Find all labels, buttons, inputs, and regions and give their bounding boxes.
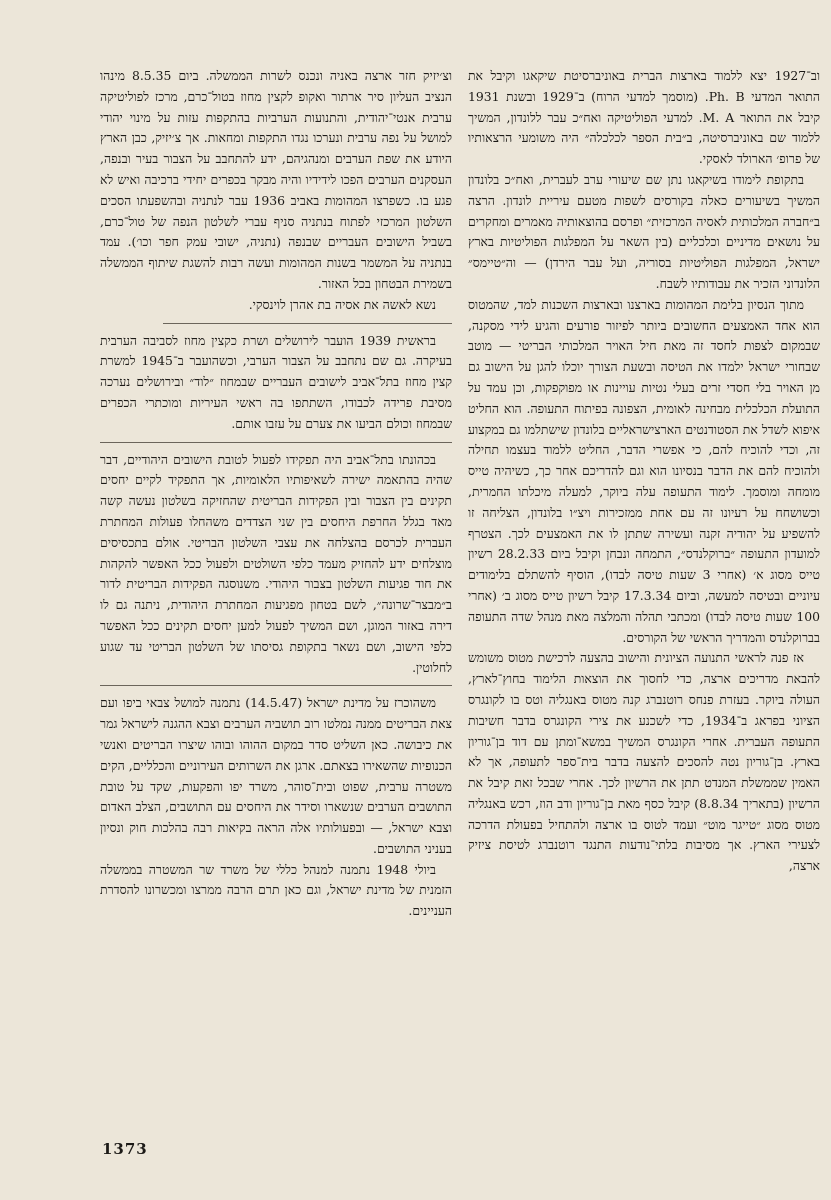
right-column	[468, 66, 820, 877]
section-divider	[100, 442, 452, 443]
paragraph: מתוך הנסיון בלימת המהומות בארצנו ובארצות השכנות למד, שהמטוס הוא אחד האמצעים החשובים ביותר לפיזור פורעים והגיע לידי מסקנה, שבמקום לצפות לחסד זה מאת חיל האויר המלכותי הבריטי — מוטב שבחורי ישראל ילמדו את הטיסה ובשעת הצורך יוכלו להגן על הישוב גם מן האויר בלי חסדי זרים בעלי נטיות עויינות או מפוקפקות, וכן עמד על התועלת הכלכלית מבחינה לאומית, הצפונה בפיתוח התעופה. הוא החליט איפוא לשדל את הסטודנטים הארצישראליים בלונדון שישתלמו גם במקצוע זה, וכדי להוכיח להם, כי אפשרי הדבר, החליט ללמוד בעצמו תחילה ולהוכיח להם את הדבר בנסיונו הוא וגם להדריכם אחר כך, כשיהיה טייס מומחה ומוסמך. לימוד התעופה עלה ביוקר, למעלה מיכלתו החמרית, וכשושחח על רעיונו זה עם אחת ממזכירות ויצ״ו בלונדון, הצליחה זו להשפיע על יהודיה זקנה ועשירה שתתן לו את האמצעים לכך. הצטרף למועדון התעופה ״ברוקלנדס״, התמחה ונבחן וקיבל ביום 28.2.33 רשיון טייס מסוג א׳ (אחרי 3 שעות טיסה לבדו), הוסיף להשתלם בלימודים עיוניים ובטיסה למעשה, וביום 17.3.34 קיבל רשיון טייס מסוג ב׳ (אחרי 100 שעות טיסה לבדו) ומכתבי תהלה והמלצה מאת מנהל שדה התעופה בברוקלנדס והמדריך הראשי של הקורסים.	[468, 296, 821, 645]
section-divider	[100, 685, 452, 686]
paragraph: בכהונתו בתל־אביב היה תפקידו לפעול לטובת הישובים היהודיים, דבר שהיה בהתאמה ישירה לשאיפותיו הלאומיות, אך התפקיד לקיים יחסים תקינים בין הצבור ובין הפקידות הבריטית שהחזיקה בשלטון נעשה קשה מאד בגלל החרפת היחסים בין שני הצדדים משהחלו פעולות המחתרת העברית לכרסם בהצלחה את עצבי השלטון הבריטי. אולם בתכסיסים מוצלחים ידע להחזיק מעמד כלפי השולטים ולפעול ככל האפשר להקהות את חוד פגיעות השלטון בצבור היהודי. משנוסגה הפקידות הבריטית לדור ב״מבצר־שרונה״, לשם בטחון מפגיעות המחתרת היהודית, ניתנה גם לו דירה באזור המוגן, ושם המשיך לפעול למען יחסים תקינים ככל האפשר כלפי הישוב, ושם נשאר בתקופת גסיסתו של השלטון הבריטי עד שגוע לחלוטין.	[100, 451, 452, 675]
paragraph: בראשית 1939 הועבר לירושלים ושרת כקצין מחוז לסביבה הערבית בעיקרה. גם שם נתחבב על הצבור הערבי, וכשהועבר ב־1945 למשרת קצין מחוז בתל־אביב לישובים העבריים שבמחוז ״לוד״ ובירושלים נערכה מסיבת פרידה לכבודו, השתתפו בה ראשי העיריות ומוכתרי הכפרים שבמחוז וכולם הביעו את צערם על עזבו אותם.	[100, 332, 452, 431]
page-number: 1373	[102, 1140, 148, 1158]
paragraph: וצ׳יזיק חזר ארצה באניה ונכנס לשרות הממשלה. ביום 8.5.35 מינהו הנציב העליון סיר ארתור ואקופ לקצין מחוז בטול־כרם, מרכז לפוליטיקה ערבית אנטי־יהודית, והתנועות הערביות בהתקפות עזות על מינוי יהודי למושל על נפה ערבית ונערכו נגדו התקפות ומחאות. אך צ׳יזיק, כבן הארץ היודע את שפת הערבים ומנהגיהם, ידע להתחבב על הצבור בעיר ובנפה, העסקנים הערבים הפכו לידידיו והיה מבקר בכפרים יחידי ברכיבה ואיש לא פגע בו. כשפרצו המהומות באביב 1936 עבר לנתניה ובהשפעתו הסכים השלטון המרכזי לפתוח בנתניה סניף עברי לשלטון הנפה של טול־כרם, בשביל הישובים העבריים שבנפה (נתניה, ישובי עמק חפר וכו׳). עמד בנתניה על המשמר בשנות המהומות ועשה רבות להשגת שיתוף הממשלה בשמירת הבטחון בכל האזור.	[100, 68, 452, 291]
paragraph: אז פנה לראשי התנועה הציונית והישוב בהצעה לרכישת מטוס משומש להבאת מדריכים ארצה, כדי לחסוך את הוצאות הלימוד בחוץ־לארץ, העולה ביוקר. בעזרת פנחס רוטנברג קנה מטוס באנגליה וטס בו לקונגרס הציוני בפראג ב־1934, כדי לשכנע את צירי הקונגרס בדבר חשיבות התעופה העברית. אחרי הקונגרס המשיך במשא־ומתן עם דוד בן־גוריון בארץ. בן־גוריון נטה להסכים להצעה בדבר בית־ספר לתעופה, אך לא האמין שממשלת המנדט תתן את הרשיון לכך. אחרי שבכל זאת קיבל את הרשיון (בתאריך 8.8.34) קיבל כסף מאת בן־גוריון ודב הוז, רכש באנגליה מטוס מסוג ״טייגר מוט״ ועמד לטוס בו ארצה ולהתחיל בפעולת הדרכה לצעירי הארץ. אך מסיבות בלתי־נודעות התנגד רוטנברג לטיסת ציזיק ארצה,	[468, 650, 821, 874]
section-divider	[163, 323, 452, 324]
left-column	[100, 66, 452, 922]
paragraph: בתקופת לימודו בשיקאגו נתן שם שיעורי ערב לעברית, ואח״כ בלונדון המשיך בשיעורים כאלה בקורסים לשפות מטעם עיריית לונדון. הרצה ב״חברה המלכותית לאסיה המרכזית״ ופרסם בהוצאותיה מאמרים ומחקרים על נושאים מדיניים וכלכליים (בין השאר על המפלגות הפוליטיות בארץ ישראל, המפלגות הפוליטיות בסוריה, ועל עבר הירדן) — וה״טיימס״ הלונדוני הזכיר את עבודותיו לשבח.	[468, 171, 820, 291]
paragraph: ביולי 1948 נתמנה למנהל כללי של משרד שר המשטרה בממשלה הזמנית של מדינת ישראל, וגם כאן תרם הרבה ממרצו ומכשרונו להסדרת העניינים.	[100, 861, 452, 919]
paragraph: משהוכרז על מדינת ישראל (14.5.47) נתמנה למושל צבאי ביפו ועם צאת הבריטים ממנה נמלטו רוב תושביה הערבים וצבא ההגנה לישראל גמר את כיבושה. כאן השליט סדר במקום ההוהו ובוהו שיצרו הבריטים ואנשי הכנופיות שהשאירו בצאתם. ארגן את השרותים העירוניים והכלליים, הקים משטרה ערבית, שפוט ובית־סוהר, משרד יפו והפקעות, שקד על טובת התושבים הערבים שנשארו וסידר את היחסים עם התושבים, הצלב האדום וצבא ישראל, — ובפעולותיו אלה הראה בקיאות רבה בהלכות חוק ונסיון בעניני התושבים.	[100, 695, 452, 856]
paragraph: וב־1927 יצא ללמוד בארצות הברית באוניברסיטת שיקאגו וקיבל את התואר המדעי Ph. B. (מוסמך למדעי הרוח) ב־1929 ובשנת 1931 קיבל את התואר M. A. למדעי הפוליטיקה ואח״כ עבר ללונדון, המשיך ללמוד שם באוניברסיטה, ב״בית הספר לכלכלה״ היה משומעי הרצאותיו של פרופ׳ הארולד לאסקי.	[468, 68, 820, 167]
marriage-note: נשא לאשה את אסיה בת אהרן לוינסקי.	[248, 296, 436, 312]
